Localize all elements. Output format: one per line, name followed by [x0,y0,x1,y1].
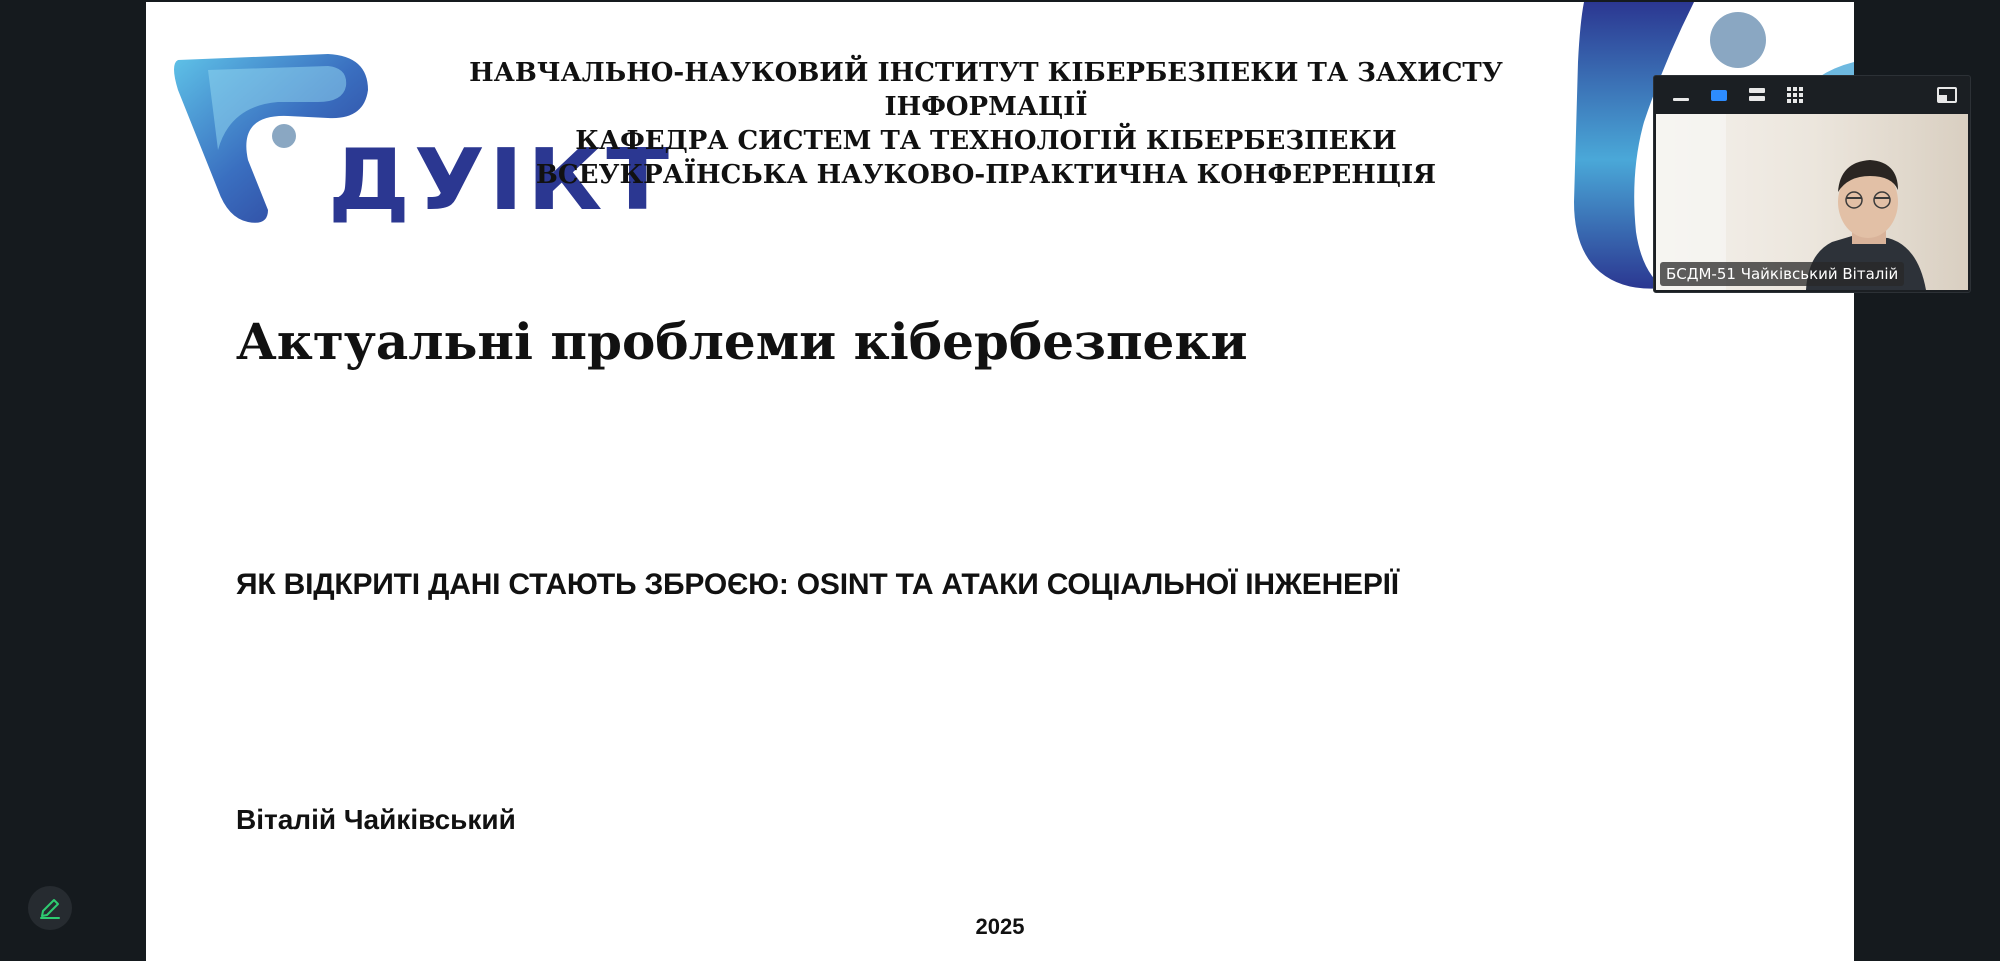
header-line-institute: НАВЧАЛЬНО-НАУКОВИЙ ІНСТИТУТ КІБЕРБЕЗПЕКИ ТА ЗАХИСТУ ІНФОРМАЦІЇ [469,58,1503,122]
slide-year: 2025 [975,914,1025,939]
participant-video [1656,114,1968,290]
participant-video-panel[interactable] [1653,75,1971,293]
slide-header [466,56,1506,192]
gallery-view-icon[interactable] [1784,84,1806,106]
slide-subtitle: ЯК ВІДКРИТІ ДАНІ СТАЮТЬ ЗБРОЄЮ: OSINT ТА АТАКИ СОЦІАЛЬНОЇ ІНЖЕНЕРІЇ [236,568,1399,601]
minimize-icon[interactable] [1670,84,1692,106]
speaker-view-icon[interactable] [1708,84,1730,106]
logo-text: ДУІКТ [328,130,674,230]
slide-title: Актуальні проблеми кібербезпеки [236,312,1248,371]
strip-view-icon[interactable] [1746,84,1768,106]
participant-name-tag: БСДМ-51 Чайківський Віталій [1660,262,1904,286]
presentation-slide [146,2,1854,961]
pop-out-icon[interactable] [1936,84,1958,106]
pen-icon [28,886,72,930]
slide-author: Віталій Чайківський [236,804,516,835]
video-panel-toolbar [1654,76,1970,114]
header-line-department: КАФЕДРА СИСТЕМ ТА ТЕХНОЛОГІЙ КІБЕРБЕЗПЕКИ [575,126,1397,156]
header-line-conference: ВСЕУКРАЇНСЬКА НАУКОВО-ПРАКТИЧНА КОНФЕРЕНЦІЯ [535,160,1437,190]
annotate-button[interactable] [28,886,72,930]
